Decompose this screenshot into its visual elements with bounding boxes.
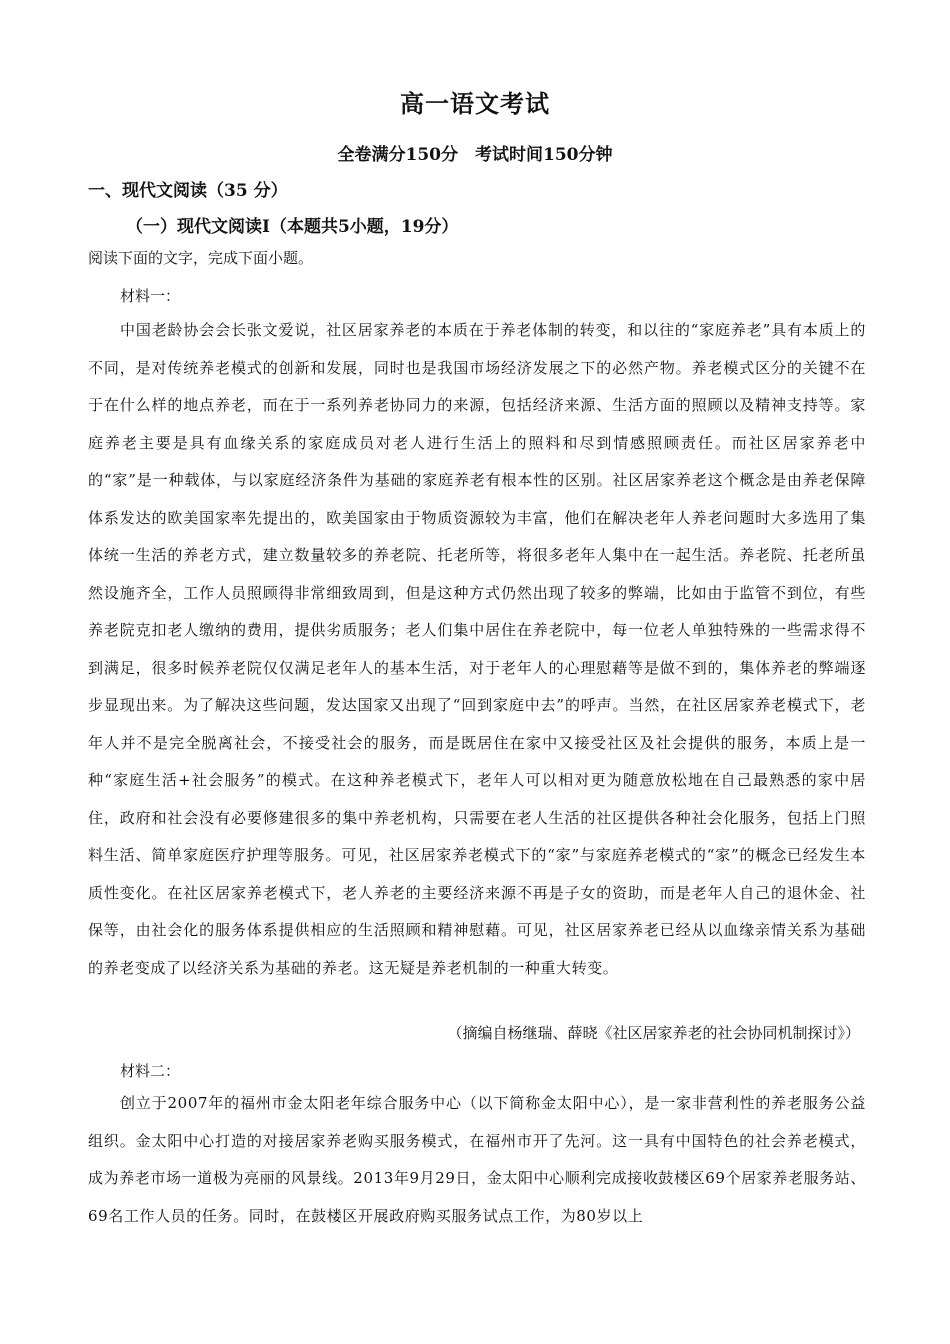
material-two-text: 创立于2007年的福州市金太阳老年综合服务中心（以下简称金太阳中心），是一家非营利性的养老服务公益组织。金太阳中心打造的对接居家养老购买服务模式，在福州市开了先河。这一具有中国特色的社会养老模式，成为养老市场一道极为亮丽的风景线。2013年9月29日，金太阳中心顺利完成接收鼓楼区69个居家养老服务站、69名工作人员的任务。同时，在鼓楼区开展政府购买服务试点工作，为80岁以上 [88,1094,866,1225]
material-two-label: 材料二： [120,1062,181,1080]
sub-section-heading: （一）现代文阅读Ⅰ（本题共5小题，19分） [126,217,459,237]
material-one-text: 中国老龄协会会长张文爱说，社区居家养老的本质在于养老体制的转变，和以往的“家庭养老”具有本质上的不同，是对传统养老模式的创新和发展，同时也是我国市场经济发展之下的必然产物。养老模式区分的关键不在于在什么样的地点养老，而在于一系列养老协同力的来源，包括经济来源、生活方面的照顾以及精神支持等。家庭养老主要是具有血缘关系的家庭成员对老人进行生活上的照料和尽到情感照顾责任。而社区居家养老中的“家”是一种载体，与以家庭经济条件为基础的家庭养老有根本性的区别。社区居家养老这个概念是由养老保障体系发达的欧美国家率先提出的，欧美国家由于物质资源较为丰富，他们在解决老年人养老问题时大多选用了集体统一生活的养老方式，建立数量较多的养老院、托老所等，将很多老年人集中在一起生活。养老院、托老所虽然设施齐全，工作人员照顾得非常细致周到，但是这种方式仍然出现了较多的弊端，比如由于监管不到位，有些养老院克扣老人缴纳的费用，提供劣质服务；老人们集中居住在养老院中，每一位老人单独特殊的一些需求得不到满足，很多时候养老院仅仅满足老年人的基本生活，对于老年人的心理慰藉等是做不到的，集体养老的弊端逐步显现出来。为了解决这些问题，发达国家又出现了“回到家庭中去”的呼声。当然，在社区居家养老模式下，老年人并不是完全脱离社会，不接受社会的服务，而是既居住在家中又接受社区及社会提供的服务，本质上是一种“家庭生活+社会服务”的模式。在这种养老模式下，老年人可以相对更为随意放松地在自己最熟悉的家中居住，政府和社会没有必要修建很多的集中养老机构，只需要在老人生活的社区提供各种社会化服务，包括上门照料生活、简单家庭医疗护理等服务。可见，社区居家养老模式下的“家”与家庭养老模式的“家”的概念已经发生本质性变化。在社区居家养老模式下，老人养老的主要经济来源不再是子女的资助，而是老年人自己的退休金、社保等，由社会化的服务体系提供相应的生活照顾和精神慰藉。可见，社区居家养老已经从以血缘亲情关系为基础的养老变成了以经济关系为基础的养老。这无疑是养老机制的一种重大转变。 [88,321,866,977]
exam-info: 全卷满分150分 考试时间150分钟 [337,145,613,165]
section-heading: 一、现代文阅读（35 分） [88,181,288,201]
page-title: 高一语文考试 [400,89,550,118]
reading-instruction: 阅读下面的文字，完成下面小题。 [88,249,314,267]
material-one-label: 材料一： [120,287,181,305]
material-one-source: （摘编自杨继瑞、薛晓《社区居家养老的社会协同机制探讨》） [447,1024,860,1042]
